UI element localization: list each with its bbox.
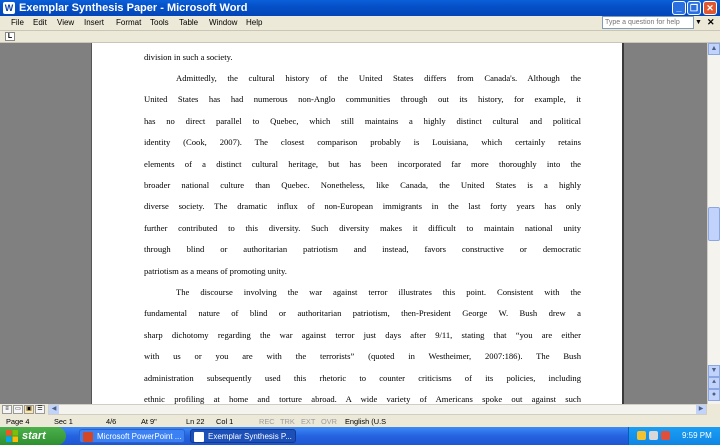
menu-tools[interactable]: Tools	[150, 18, 169, 27]
text-line: fundamental nature of blind or authoritarian patriotism, then-President George W. Bush drew a	[144, 308, 581, 318]
menu-insert[interactable]: Insert	[84, 18, 105, 27]
browse-object-icon[interactable]: ●	[708, 389, 720, 401]
text-line: United States has had numerous non-Anglo communities through out its history, for example, it	[144, 94, 581, 104]
status-column: Col 1	[216, 417, 234, 426]
close-button[interactable]: ✕	[703, 1, 717, 15]
normal-view-icon[interactable]: ≡	[2, 405, 12, 414]
outline-view-icon[interactable]: ☰	[35, 405, 45, 414]
text-line: through blind or authoritarian patriotism and instead, favors constructive or democratic	[144, 244, 581, 254]
text-line: identity (Cook, 2007). The closest comparison probably is Louisiana, which certainly retains	[144, 137, 581, 147]
view-and-scroll-row	[0, 404, 720, 415]
print-layout-view-icon[interactable]: ▣	[24, 405, 34, 414]
menu-view[interactable]: View	[57, 18, 75, 27]
web-layout-view-icon[interactable]: ▭	[13, 405, 23, 414]
menu-window[interactable]: Window	[209, 18, 238, 27]
taskbar-item-label: Exemplar Synthesis P...	[208, 432, 292, 441]
help-dropdown-icon[interactable]: ▼	[695, 19, 702, 26]
horizontal-scrollbar[interactable]	[48, 404, 707, 415]
start-label: start	[22, 430, 46, 442]
status-rec[interactable]: REC	[259, 417, 275, 426]
help-question-input[interactable]: Type a question for help	[602, 16, 694, 29]
text-line: diverse society. The dramatic influx of non-European immigrants in the last forty years has only	[144, 201, 581, 211]
text-line: division in such a society.	[144, 52, 233, 62]
clock[interactable]: 9:59 PM	[682, 431, 712, 440]
status-bar	[0, 415, 720, 427]
status-line: Ln 22	[186, 417, 205, 426]
word-icon	[194, 432, 204, 442]
powerpoint-icon	[83, 432, 93, 442]
security-icon[interactable]	[661, 431, 670, 440]
taskbar-item-word[interactable]	[190, 429, 296, 443]
scrollbar-thumb[interactable]	[708, 207, 720, 241]
status-language[interactable]: English (U.S	[345, 417, 387, 426]
status-ovr[interactable]: OVR	[321, 417, 338, 426]
taskbar-item-powerpoint[interactable]	[79, 429, 185, 443]
taskbar	[0, 427, 720, 445]
status-section: Sec 1	[54, 417, 73, 426]
status-page-count: 4/6	[106, 417, 117, 426]
text-line: has no direct parallel to Quebec, which still maintains a highly distinct cultural and political	[144, 116, 581, 126]
scroll-up-icon[interactable]: ▲	[708, 43, 720, 55]
window-title: Exemplar Synthesis Paper - Microsoft Word	[19, 2, 248, 14]
system-tray	[628, 427, 720, 445]
ruler	[0, 30, 720, 43]
document-area	[0, 43, 707, 404]
text-line: ethnic profiling at home and torture abroad. A wide variety of Americans spoke out against such	[144, 394, 581, 404]
document-page[interactable]	[91, 43, 624, 404]
text-line: elements of a distinct cultural heritage, but has been incorporated far more thoroughly into the	[144, 159, 581, 169]
status-ext[interactable]: EXT	[301, 417, 316, 426]
menu-format[interactable]: Format	[116, 18, 142, 27]
word-app-icon[interactable]: W	[4, 3, 14, 13]
text-line: The discourse involving the war against terror illustrates this point. Consistent with the	[176, 287, 581, 297]
text-line: sharp dichotomy regarding the war against terror just days after 9/11, stating that “you are either	[144, 330, 581, 340]
tab-selector-icon[interactable]: L	[5, 32, 15, 41]
tray-icon[interactable]	[637, 431, 646, 440]
document-close-button[interactable]: ✕	[707, 17, 715, 27]
text-line: broader national culture than Quebec. Nonetheless, like Canada, the United States is a highly	[144, 180, 581, 190]
status-page: Page 4	[6, 417, 30, 426]
text-line: Admittedly, the cultural history of the United States differs from Canada's. Although the	[176, 73, 581, 83]
menu-table[interactable]: Table	[179, 18, 199, 27]
taskbar-item-label: Microsoft PowerPoint ...	[97, 432, 182, 441]
scroll-right-icon[interactable]: ▶	[696, 405, 706, 414]
status-at: At 9"	[141, 417, 157, 426]
text-line: administration subsequently used this rhetoric to counter criticisms of its policies, including	[144, 373, 581, 383]
menu-edit[interactable]: Edit	[33, 18, 47, 27]
text-line: further contributed to this diversity. Such diversity makes it difficult to maintain national unity	[144, 223, 581, 233]
menu-help[interactable]: Help	[246, 18, 263, 27]
text-line: patriotism as a means of promoting unity.	[144, 266, 287, 276]
text-line: with us or you are with the terrorists” (quoted in Westheimer, 2007:186). The Bush	[144, 351, 581, 361]
minimize-button[interactable]: _	[672, 1, 686, 15]
status-trk[interactable]: TRK	[280, 417, 295, 426]
network-icon[interactable]	[649, 431, 658, 440]
maximize-button[interactable]: ❐	[687, 1, 701, 15]
title-bar[interactable]	[0, 0, 720, 16]
start-button[interactable]	[0, 427, 66, 445]
scroll-down-icon[interactable]: ▼	[708, 365, 720, 377]
previous-page-icon[interactable]: ⯅	[708, 377, 720, 389]
windows-logo-icon	[6, 430, 18, 442]
scroll-left-icon[interactable]: ◀	[49, 405, 59, 414]
menu-file[interactable]: File	[11, 18, 24, 27]
vertical-scrollbar[interactable]	[707, 43, 720, 404]
